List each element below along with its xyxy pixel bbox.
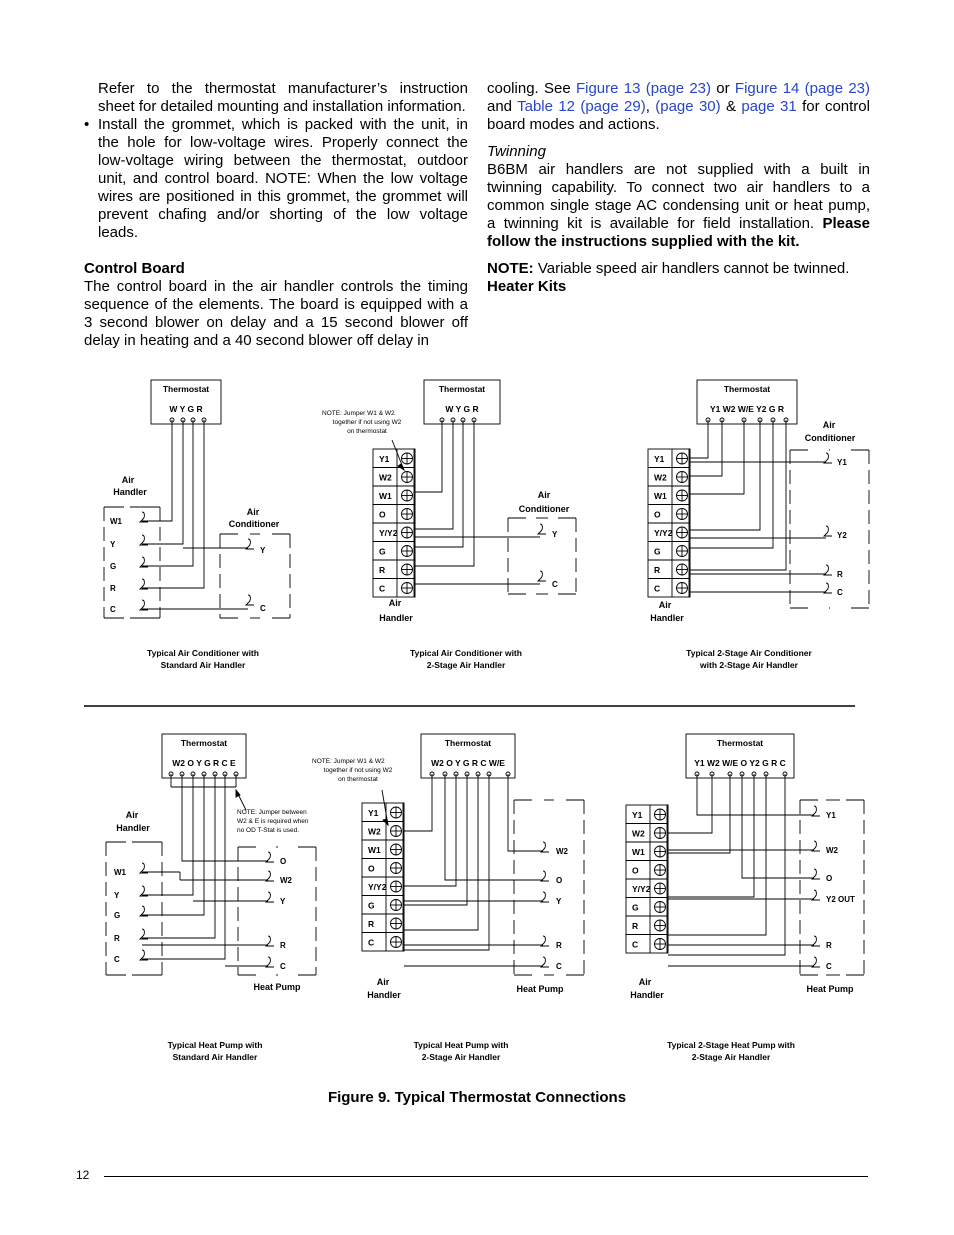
box xyxy=(689,505,690,524)
cooling-text-4: , xyxy=(645,98,656,115)
box xyxy=(403,840,404,859)
board-terminal-label: C xyxy=(368,937,375,948)
air-conditioner-label: Conditioner xyxy=(228,519,280,529)
thermostat-label: Thermostat xyxy=(162,384,210,394)
board-terminal-label: C xyxy=(654,583,661,594)
diagram-label: R xyxy=(114,934,120,943)
box xyxy=(403,896,404,915)
diagram-label: W1 xyxy=(110,517,122,526)
jumper-note: on thermostat xyxy=(347,428,387,435)
cooling-text-6: for control board modes and actions. xyxy=(487,98,870,133)
wire xyxy=(690,420,722,476)
wire-connector-icon xyxy=(266,936,274,946)
board-terminal-label: O xyxy=(632,865,639,876)
diagram-label: C xyxy=(260,604,266,613)
diagram-label: O xyxy=(556,876,563,885)
wire-connector-icon xyxy=(266,852,274,862)
wire-connector-icon xyxy=(538,571,546,581)
caption: Typical Air Conditioner with xyxy=(410,648,522,658)
wire xyxy=(742,774,814,878)
caption: 2-Stage Air Handler xyxy=(691,1052,771,1062)
wire-connector-icon xyxy=(824,453,832,463)
twinning-bold-text: Please follow the instructions supplied with the kit. xyxy=(487,215,870,250)
board-terminal-label: Y/Y2 xyxy=(368,882,387,892)
cooling-text-3: and xyxy=(487,98,518,115)
box xyxy=(667,842,668,861)
jumper-note: W2 & E is required when xyxy=(237,818,309,825)
diagram-label: Y xyxy=(280,897,286,906)
board-terminal-label: W1 xyxy=(632,847,645,857)
box xyxy=(414,505,415,524)
diagram-label: Y1 xyxy=(837,458,847,467)
board-terminal-label: G xyxy=(379,546,386,557)
intro-paragraph: Refer to the thermostat manufacturer’s instruction sheet for detailed mounting and installation information. xyxy=(98,80,468,115)
box xyxy=(689,542,690,561)
air-conditioner-label: Conditioner xyxy=(518,504,570,514)
thermostat-terminals: W2 O Y G R C W/E xyxy=(431,758,505,768)
box xyxy=(667,861,668,880)
thermostat-label: Thermostat xyxy=(723,384,771,394)
board-terminal-label: Y1 xyxy=(368,808,379,818)
box xyxy=(403,933,404,952)
box xyxy=(689,579,690,598)
board-terminal-label: R xyxy=(379,565,386,575)
air-handler-label: Air xyxy=(638,977,652,987)
box xyxy=(689,468,690,487)
wire-connector-icon xyxy=(266,871,274,881)
diagram-label: W1 xyxy=(114,868,126,877)
jumper-note: no OD T-Stat is used. xyxy=(237,827,300,834)
box xyxy=(403,859,404,878)
box xyxy=(403,822,404,841)
caption: Typical 2-Stage Heat Pump with xyxy=(667,1040,795,1050)
air-conditioner-label: Conditioner xyxy=(804,433,856,443)
page-31-link[interactable]: page 31 xyxy=(741,98,797,115)
wire xyxy=(415,420,442,492)
thermostat-terminals: W Y G R xyxy=(169,404,203,414)
board-terminal-label: C xyxy=(632,939,639,950)
thermostat-terminals: Y1 W2 W/E O Y2 G R C xyxy=(694,758,786,768)
board-terminal-label: Y1 xyxy=(654,454,665,464)
wire xyxy=(668,774,712,833)
thermostat-label: Thermostat xyxy=(180,738,228,748)
diagram-label: C xyxy=(556,962,562,971)
cooling-text-2: or xyxy=(711,80,735,97)
diagram-label: Y xyxy=(552,530,558,539)
figure-title: Figure 9. Typical Thermostat Connections xyxy=(327,1089,627,1106)
air-handler-label: Handler xyxy=(630,990,664,1000)
caption: with 2-Stage Air Handler xyxy=(700,660,798,670)
wire xyxy=(668,774,754,897)
wire-connector-icon xyxy=(541,936,549,946)
diagram-label: Y xyxy=(556,897,562,906)
wire-connector-icon xyxy=(140,906,148,916)
air-handler-label: Air xyxy=(658,600,672,610)
wire-connector-icon xyxy=(266,892,274,902)
wire-connector-icon xyxy=(140,600,148,610)
wire xyxy=(415,420,474,566)
wire xyxy=(668,774,730,853)
caption: Standard Air Handler xyxy=(160,660,246,670)
box xyxy=(414,560,415,579)
board-terminal-label: Y/Y2 xyxy=(654,528,673,538)
air-handler-label: Handler xyxy=(113,487,147,497)
box xyxy=(689,523,690,542)
figure-13-link[interactable]: Figure 13 (page 23) xyxy=(575,80,712,97)
wire xyxy=(668,774,766,935)
box xyxy=(414,449,415,468)
diagram-label: R xyxy=(110,584,116,593)
wire-connector-icon xyxy=(140,557,148,567)
box xyxy=(689,560,690,579)
twinning-text: B6BM air handlers are not supplied with a built in twinning capability. To connect two air handlers to a common single stage AC condensing unit or heat pump, a twinning kit is available for field installation. xyxy=(487,161,870,232)
wire-connector-icon xyxy=(140,886,148,896)
wire-connector-icon xyxy=(541,842,549,852)
air-handler-label: Handler xyxy=(367,990,401,1000)
diagram-label: O xyxy=(826,874,833,883)
air-conditioner-label: Air xyxy=(822,420,836,430)
wire xyxy=(690,420,744,494)
diagram-label: W2 xyxy=(280,876,292,885)
caption: Typical Heat Pump with xyxy=(167,1040,263,1050)
wire-connector-icon xyxy=(541,871,549,881)
caption: 2-Stage Air Handler xyxy=(426,660,506,670)
board-terminal-label: G xyxy=(632,902,639,913)
diagram-label: C xyxy=(114,955,120,964)
heat-pump-label: Heat Pump xyxy=(806,984,854,994)
diagram-label: G xyxy=(114,911,121,920)
air-handler-label: Handler xyxy=(650,613,684,623)
board-terminal-label: W2 xyxy=(368,826,381,837)
jumper-note: together if not using W2 xyxy=(332,419,402,426)
wire-connector-icon xyxy=(538,524,546,534)
bullet-marker: • xyxy=(84,116,90,133)
box xyxy=(689,449,690,468)
wire-connector-icon xyxy=(812,936,820,946)
air-handler-label: Air xyxy=(388,598,402,608)
heat-pump-label: Heat Pump xyxy=(516,984,564,994)
thermostat-label: Thermostat xyxy=(444,738,492,748)
wire-connector-icon xyxy=(812,890,820,900)
wire-connector-icon xyxy=(824,583,832,593)
note-text: Variable speed air handlers cannot be twinned. xyxy=(533,260,850,277)
board-terminal-label: Y/Y2 xyxy=(379,528,398,538)
wire xyxy=(142,420,183,544)
wire xyxy=(668,774,785,955)
wire xyxy=(142,420,172,521)
wire xyxy=(415,420,453,529)
box xyxy=(689,486,690,505)
diagram-label: R xyxy=(826,941,832,950)
wire xyxy=(690,420,760,530)
wire-connector-icon xyxy=(812,841,820,851)
wire-connector-icon xyxy=(541,957,549,967)
caption: Typical 2-Stage Air Conditioner xyxy=(686,648,812,658)
jumper-note: NOTE: Jumper W1 & W2 xyxy=(322,410,395,417)
board-terminal-label: W2 xyxy=(379,472,392,483)
wire-connector-icon xyxy=(140,535,148,545)
wire-connector-icon xyxy=(246,595,254,605)
board-terminal-label: O xyxy=(654,509,661,520)
thermostat-terminals: Y1 W2 W/E Y2 G R xyxy=(709,404,785,414)
jumper-note: NOTE: Jumper between xyxy=(237,809,307,816)
box xyxy=(414,486,415,505)
diagram-label: R xyxy=(556,941,562,950)
box xyxy=(667,805,668,824)
box xyxy=(667,824,668,843)
wire xyxy=(508,774,543,851)
wire-connector-icon xyxy=(812,869,820,879)
footer-rule xyxy=(104,1176,868,1177)
air-handler-label: Air xyxy=(121,475,135,485)
board-terminal-label: W1 xyxy=(368,845,381,855)
diagram-label: R xyxy=(837,570,843,579)
jumper-note: on thermostat xyxy=(338,776,378,783)
wire xyxy=(404,774,456,886)
box xyxy=(667,935,668,954)
board-terminal-label: Y1 xyxy=(632,810,643,820)
air-handler-label: Handler xyxy=(116,823,150,833)
heater-kits-heading: Heater Kits xyxy=(487,278,567,295)
wire xyxy=(404,774,467,905)
diagram-label: C xyxy=(826,962,832,971)
air-handler-label: Handler xyxy=(379,613,413,623)
board-terminal-label: W1 xyxy=(654,491,667,501)
wire xyxy=(142,774,193,895)
diagram-label: Y2 xyxy=(837,531,847,540)
box xyxy=(414,468,415,487)
board-terminal-label: Y1 xyxy=(379,454,390,464)
board-terminal-label: W1 xyxy=(379,491,392,501)
control-board-heading: Control Board xyxy=(84,260,185,277)
arrow-icon xyxy=(383,819,388,825)
diagram-label: C xyxy=(280,962,286,971)
caption: Typical Heat Pump with xyxy=(413,1040,509,1050)
wire xyxy=(690,420,786,570)
diagram-label: W2 xyxy=(826,846,838,855)
board-terminal-label: W2 xyxy=(654,472,667,483)
jumper-note: NOTE: Jumper W1 & W2 xyxy=(312,758,385,765)
board-terminal-label: G xyxy=(654,546,661,557)
diagram-label: Y2 OUT xyxy=(826,895,855,904)
box xyxy=(403,877,404,896)
thermostat-terminals: W Y G R xyxy=(445,404,479,414)
diagram-label: W2 xyxy=(556,847,568,856)
figure-14-link[interactable]: Figure 14 (page 23) xyxy=(734,80,870,97)
wire-connector-icon xyxy=(266,957,274,967)
air-handler-label: Air xyxy=(125,810,139,820)
caption: Standard Air Handler xyxy=(172,1052,258,1062)
diagram-label: R xyxy=(280,941,286,950)
diagram-label: G xyxy=(110,562,117,571)
box xyxy=(667,898,668,917)
wire-connector-icon xyxy=(812,806,820,816)
box xyxy=(667,879,668,898)
wire-connector-icon xyxy=(812,957,820,967)
wire xyxy=(690,420,708,458)
wire xyxy=(142,774,204,915)
board-terminal-label: G xyxy=(368,900,375,911)
board-terminal-label: O xyxy=(379,509,386,520)
control-board-paragraph: The control board in the air handler controls the timing sequence of the elements. The board is equipped with a 3 second blower on delay and a 15 second blower off delay in heating and a 40 second blower off delay in xyxy=(84,278,468,349)
board-terminal-label: C xyxy=(379,583,386,594)
thermostat-label: Thermostat xyxy=(716,738,764,748)
diagram-label: Y xyxy=(110,540,116,549)
wire xyxy=(142,420,204,588)
caption: Typical Air Conditioner with xyxy=(147,648,259,658)
board-terminal-label: Y/Y2 xyxy=(632,884,651,894)
diagram-label: C xyxy=(837,588,843,597)
box xyxy=(403,803,404,822)
board-terminal-label: R xyxy=(632,921,639,931)
cooling-text-1: cooling. See xyxy=(487,80,576,97)
thermostat-label: Thermostat xyxy=(438,384,486,394)
wire-connector-icon xyxy=(246,539,254,549)
diagram-label: C xyxy=(552,580,558,589)
cooling-text-5: & xyxy=(720,98,742,115)
wire-connector-icon xyxy=(140,950,148,960)
note-label: NOTE: xyxy=(487,260,534,277)
air-conditioner-label: Air xyxy=(537,490,551,500)
wire xyxy=(404,774,489,950)
wire-connector-icon xyxy=(824,526,832,536)
wire-connector-icon xyxy=(541,892,549,902)
diagram-label: Y1 xyxy=(826,811,836,820)
diagram-label: Y xyxy=(260,546,266,555)
board-terminal-label: W2 xyxy=(632,828,645,839)
box xyxy=(414,579,415,598)
diagram-label: C xyxy=(110,605,116,614)
box xyxy=(414,523,415,542)
wire xyxy=(445,774,543,880)
jumper-note: together if not using W2 xyxy=(323,767,393,774)
wire-connector-icon xyxy=(140,863,148,873)
page-number: 12 xyxy=(76,1168,90,1182)
wire xyxy=(697,774,814,815)
thermostat-terminals: W2 O Y G R C E xyxy=(172,758,236,768)
board-terminal-label: O xyxy=(368,863,375,874)
box xyxy=(403,914,404,933)
diagram-label: Y xyxy=(114,891,120,900)
box xyxy=(667,916,668,935)
box xyxy=(414,542,415,561)
board-terminal-label: R xyxy=(654,565,661,575)
caption: 2-Stage Air Handler xyxy=(421,1052,501,1062)
wire-connector-icon xyxy=(140,579,148,589)
grommet-bullet-text: Install the grommet, which is packed with the unit, in the hole for low-voltage wires. Properly connect the low-voltage wiring between the thermostat, outdoor unit, and control board. NOTE: When the low voltage wires are positioned in this grommet, the grommet will prevent chafing and/or shorting of the low voltage leads. xyxy=(98,116,468,241)
wire xyxy=(690,420,773,548)
wire xyxy=(404,774,432,831)
wire-connector-icon xyxy=(824,565,832,575)
air-conditioner-label: Air xyxy=(246,507,260,517)
wire-connector-icon xyxy=(140,512,148,522)
wire-connector-icon xyxy=(140,929,148,939)
table-12-link[interactable]: Table 12 (page 29) xyxy=(517,98,646,115)
diagram-label: O xyxy=(280,857,287,866)
wire xyxy=(415,420,463,547)
heat-pump-label: Heat Pump xyxy=(253,982,301,992)
air-handler-label: Air xyxy=(376,977,390,987)
board-terminal-label: R xyxy=(368,919,375,929)
page-30-link[interactable]: (page 30) xyxy=(655,98,721,115)
wire xyxy=(142,774,225,959)
twinning-heading: Twinning xyxy=(487,143,546,160)
